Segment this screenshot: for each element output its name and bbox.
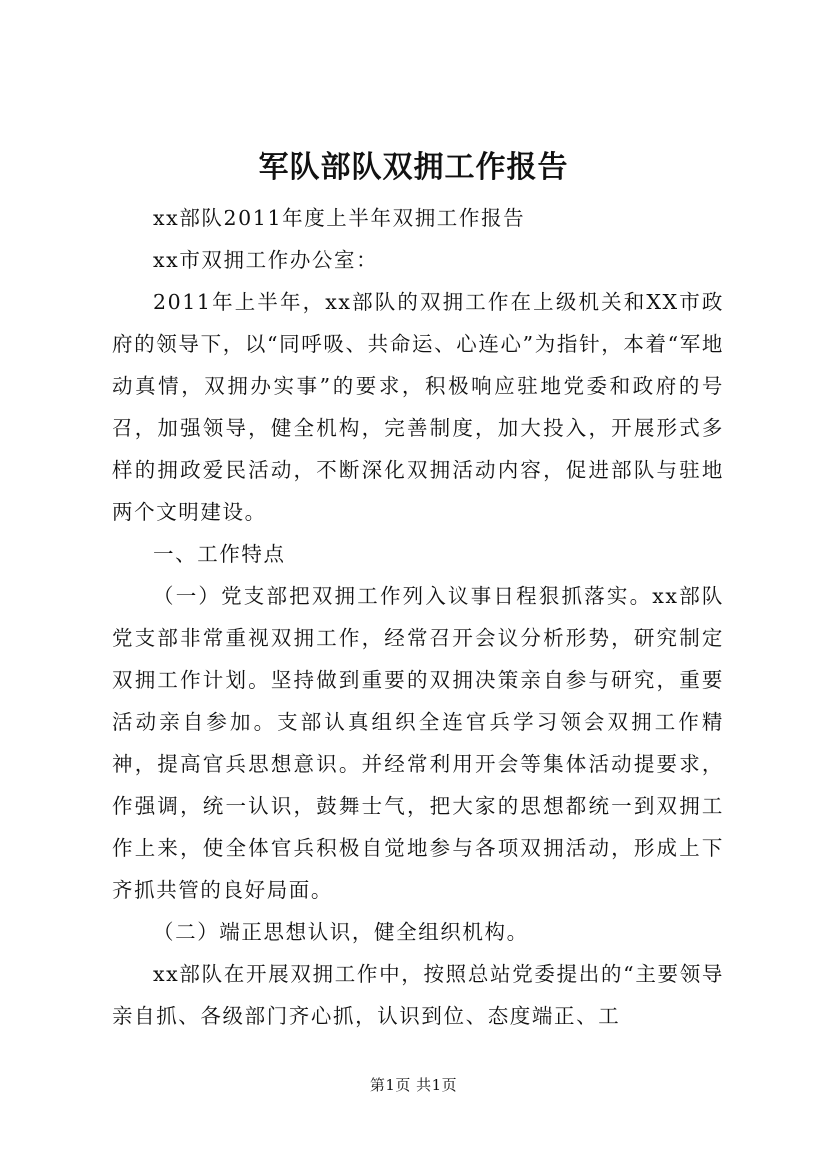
paragraph-intro: 2011年上半年，xx部队的双拥工作在上级机关和XX市政府的领导下，以“同呼吸、共命运、心连心”为指针，本着“军地动真情，双拥办实事”的要求，积极响应驻地党委和政府的号召，加强领导，健全机构，完善制度，加大投入，开展形式多样的拥政爱民活动，不断深化双拥活动内容，促进部队与驻地两个文明建设。 xyxy=(112,290,724,524)
document-body xyxy=(112,197,724,1037)
paragraph-point-two-heading: （二）端正思想认识，健全组织机构。 xyxy=(153,920,529,944)
paragraph-point-one: （一）党支部把双拥工作列入议事日程狠抓落实。xx部队党支部非常重视双拥工作，经常召开会议分析形势，研究制定双拥工作计划。坚持做到重要的双拥决策亲自参与研究，重要活动亲自参加。支部认真组织全连官兵学习领会双拥工作精神，提高官兵思想意识。并经常利用开会等集体活动提要求，作强调，统一认识，鼓舞士气，把大家的思想都统一到双拥工作上来，使全体官兵积极自觉地参与各项双拥活动，形成上下齐抓共管的良好局面。 xyxy=(112,584,724,902)
paragraph-recipient: xx市双拥工作办公室： xyxy=(153,248,379,272)
document-title: 军队部队双拥工作报告 xyxy=(258,150,569,185)
paragraph-report-heading: xx部队2011年度上半年双拥工作报告 xyxy=(153,206,526,230)
page-footer: 第1页 共1页 xyxy=(369,1076,458,1094)
paragraph-point-two-body: xx部队在开展双拥工作中，按照总站党委提出的“主要领导亲自抓、各级部门齐心抓，认识到位、态度端正、工 xyxy=(112,962,724,1028)
section-heading-work-features: 一、工作特点 xyxy=(153,542,286,566)
